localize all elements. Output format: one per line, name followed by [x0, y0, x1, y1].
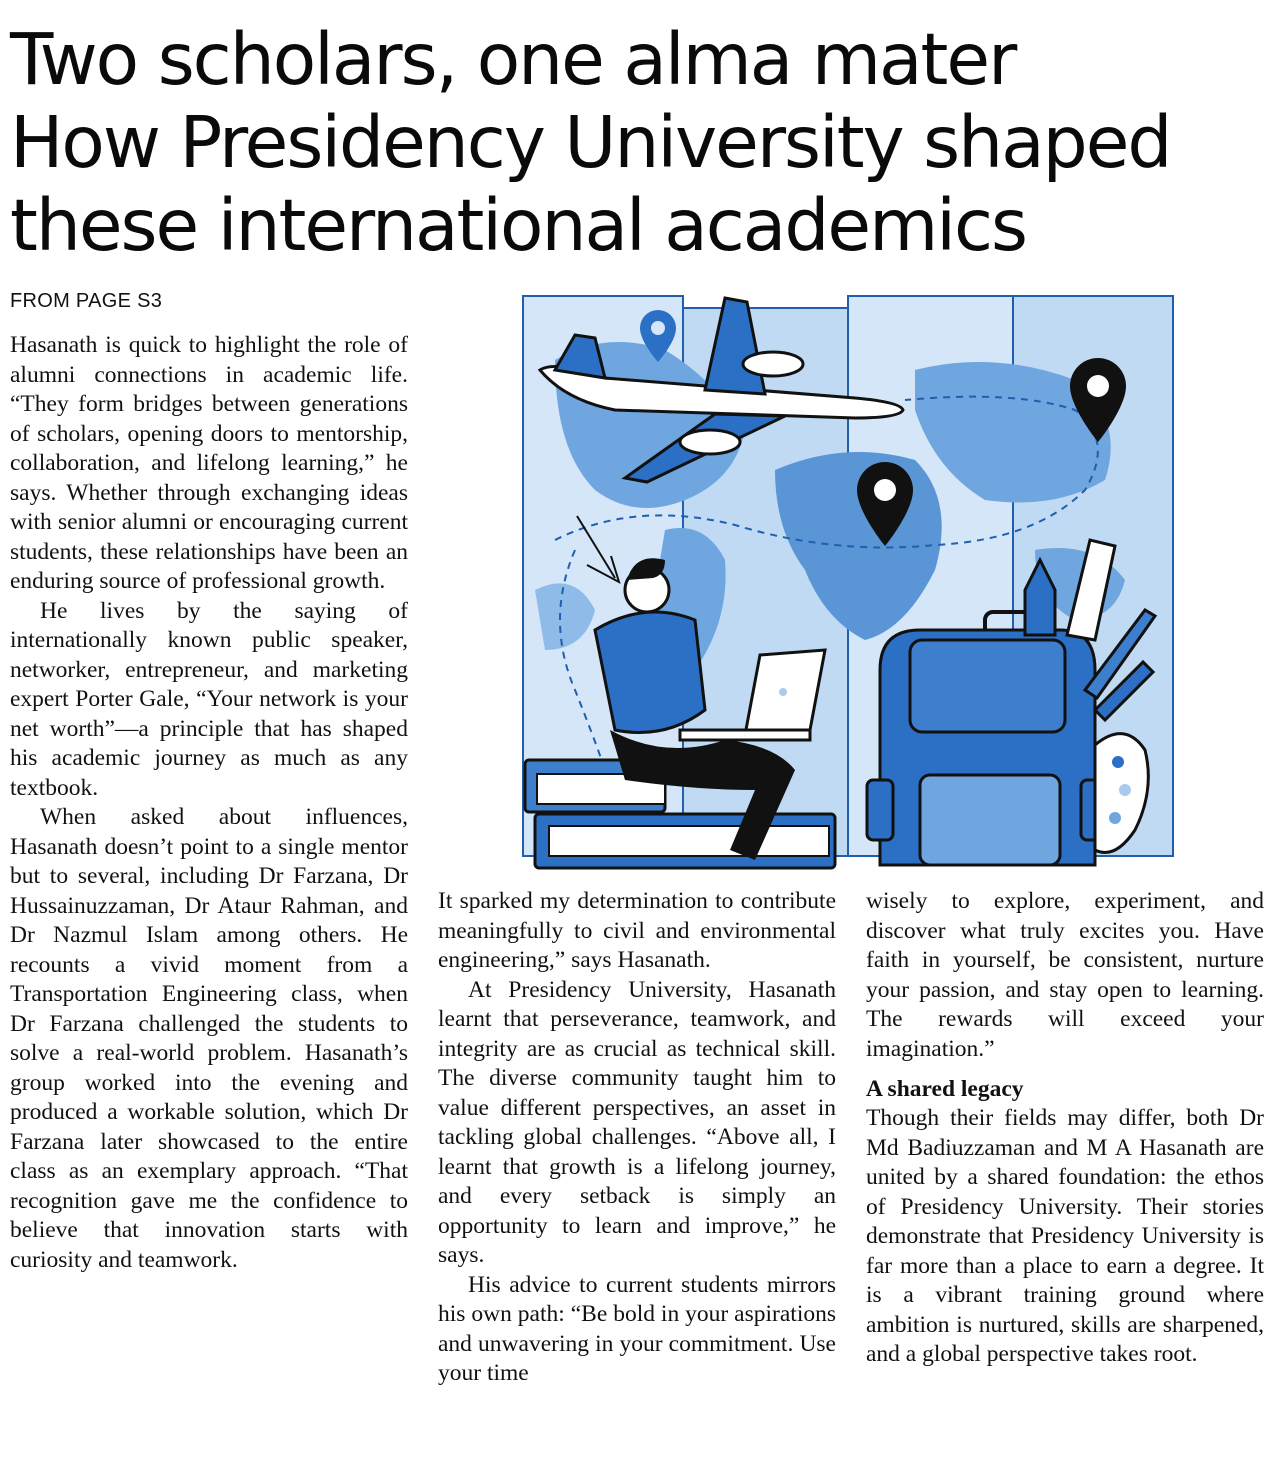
article-paragraph: When asked about influences, Hasanath doesn’t point to a single mentor but to several, including Dr Farzana, Dr Hussainuzzaman, Dr Ataur Rahman, and Dr Nazmul Islam among others. He recounts a vivid moment from a Transportation Engineering class, when Dr Farzana challenged the students to solve a real-world problem. Hasanath’s group worked into the evening and produced a workable solution, which Dr Farzana later showcased to the entire class as an exemplary approach. “That recognition gave me the confidence to believe that innovation starts with curiosity and teamwork. [10, 804, 408, 1273]
headline [10, 18, 1270, 267]
article-column-3 [866, 887, 1264, 1370]
article-paragraph: His advice to current students mirrors his own path: “Be bold in your aspirations and unwavering in your commitment. Use your time [438, 1271, 836, 1386]
article-paragraph: At Presidency University, Hasanath learnt that perseverance, teamwork, and integrity are as crucial as technical skill. The diverse community taught him to value different perspectives, an asset in tackling global challenges. “Above all, I learnt that growth is a lifelong journey, and every setback is simply an opportunity to learn and improve,” he says. [438, 976, 836, 1268]
section-subheading: A shared legacy [866, 1076, 1024, 1102]
article-paragraph: wisely to explore, experiment, and discover what truly excites you. Have faith in yourself, be consistent, nurture your passion, and stay open to learning. The rewards will exceed your imagination.” [866, 888, 1264, 1062]
article-paragraph: He lives by the saying of internationally known public speaker, networker, entrepreneur, and marketing expert Porter Gale, “Your network is your net worth”—a principle that has shaped his academic journey as much as any textbook. [10, 597, 408, 801]
headline-line-2: How Presidency University shaped [10, 101, 1171, 184]
article-paragraph: It sparked my determination to contribute meaningfully to civil and environmental engineering,” says Hasanath. [438, 888, 836, 973]
backpack-icon [867, 612, 1107, 865]
article-paragraph: Hasanath is quick to highlight the role of alumni connections in academic life. “They form bridges between generations of scholars, opening doors to mentorship, collaboration, and lifelong learning,” he says. Whether through exchanging ideas with senior alumni or encouraging current students, these relationships have been an enduring source of professional growth. [10, 332, 408, 594]
article-column-1 [10, 331, 408, 1275]
headline-line-3: these international academics [10, 184, 1026, 267]
from-page-label: FROM PAGE S3 [10, 290, 163, 312]
travel-study-illustration [515, 290, 1175, 870]
article-column-2 [438, 887, 836, 1389]
article-paragraph: Though their fields may differ, both Dr Md Badiuzzaman and M A Hasanath are united by a shared foundation: the ethos of Presidency University. Their stories demonstrate that Presidency University is far more than a place to earn a degree. It is a vibrant training ground where ambition is nurtured, skills are sharpened, and a global perspective takes root. [866, 1105, 1264, 1367]
headline-line-1: Two scholars, one alma mater [10, 18, 1016, 101]
